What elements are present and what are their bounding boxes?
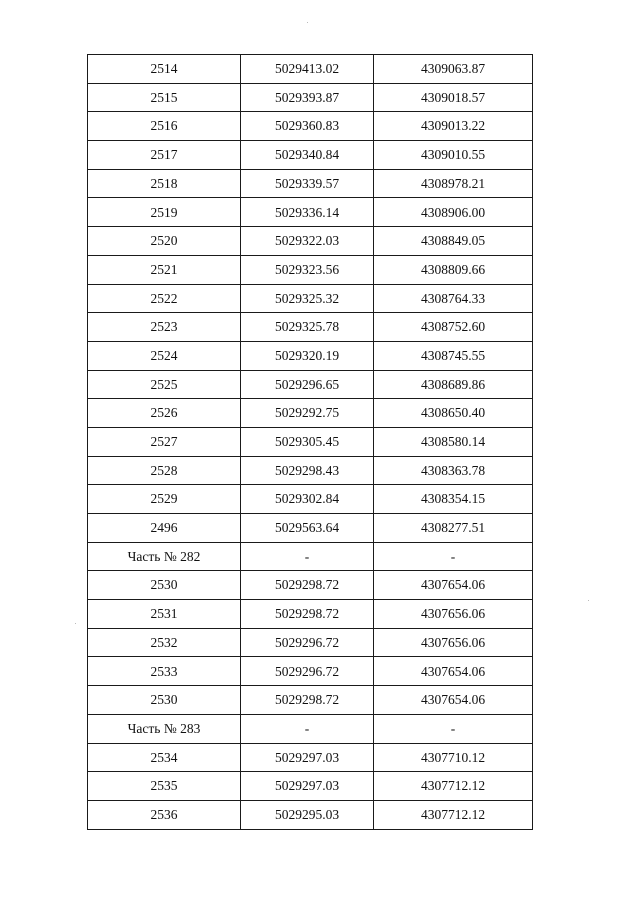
point-number-cell: 2517 <box>88 141 241 170</box>
x-coordinate-cell: 5029302.84 <box>241 485 374 514</box>
x-coordinate-cell: 5029298.43 <box>241 456 374 485</box>
table-row <box>88 341 533 370</box>
y-coordinate-cell: 4308809.66 <box>374 255 533 284</box>
point-number-cell: 2528 <box>88 456 241 485</box>
y-coordinate-cell: 4309063.87 <box>374 55 533 84</box>
x-coordinate-cell: 5029393.87 <box>241 83 374 112</box>
table-row <box>88 485 533 514</box>
table-row <box>88 399 533 428</box>
table-row <box>88 284 533 313</box>
y-coordinate-cell: 4308745.55 <box>374 341 533 370</box>
y-coordinate-cell: 4308580.14 <box>374 427 533 456</box>
x-coordinate-cell: 5029325.78 <box>241 313 374 342</box>
table-row <box>88 198 533 227</box>
y-coordinate-cell: 4307654.06 <box>374 686 533 715</box>
point-number-cell: Часть № 283 <box>88 714 241 743</box>
x-coordinate-cell: 5029297.03 <box>241 743 374 772</box>
table-row <box>88 800 533 829</box>
point-number-cell: 2523 <box>88 313 241 342</box>
point-number-cell: 2520 <box>88 227 241 256</box>
table-row <box>88 55 533 84</box>
table-row <box>88 514 533 543</box>
x-coordinate-cell: 5029320.19 <box>241 341 374 370</box>
point-number-cell: 2514 <box>88 55 241 84</box>
table-row <box>88 542 533 571</box>
y-coordinate-cell: 4308650.40 <box>374 399 533 428</box>
x-coordinate-cell: 5029305.45 <box>241 427 374 456</box>
x-coordinate-cell: 5029296.65 <box>241 370 374 399</box>
table-row <box>88 571 533 600</box>
y-coordinate-cell: 4307656.06 <box>374 600 533 629</box>
y-coordinate-cell: 4308689.86 <box>374 370 533 399</box>
x-coordinate-cell: 5029339.57 <box>241 169 374 198</box>
table-row <box>88 456 533 485</box>
scan-speck <box>588 600 589 601</box>
x-coordinate-cell: 5029336.14 <box>241 198 374 227</box>
point-number-cell: 2531 <box>88 600 241 629</box>
table-row <box>88 112 533 141</box>
table-row <box>88 714 533 743</box>
table-row <box>88 772 533 801</box>
x-coordinate-cell: 5029295.03 <box>241 800 374 829</box>
x-coordinate-cell: 5029297.03 <box>241 772 374 801</box>
point-number-cell: 2527 <box>88 427 241 456</box>
x-coordinate-cell: 5029292.75 <box>241 399 374 428</box>
x-coordinate-cell: 5029413.02 <box>241 55 374 84</box>
y-coordinate-cell: 4308363.78 <box>374 456 533 485</box>
point-number-cell: 2515 <box>88 83 241 112</box>
y-coordinate-cell: 4308354.15 <box>374 485 533 514</box>
y-coordinate-cell: 4308277.51 <box>374 514 533 543</box>
x-coordinate-cell: 5029325.32 <box>241 284 374 313</box>
y-coordinate-cell: 4307712.12 <box>374 800 533 829</box>
x-coordinate-cell: 5029298.72 <box>241 571 374 600</box>
point-number-cell: 2535 <box>88 772 241 801</box>
y-coordinate-cell: 4308906.00 <box>374 198 533 227</box>
table-row <box>88 83 533 112</box>
x-coordinate-cell: 5029360.83 <box>241 112 374 141</box>
x-coordinate-cell: 5029322.03 <box>241 227 374 256</box>
y-coordinate-cell: 4309013.22 <box>374 112 533 141</box>
table-row <box>88 628 533 657</box>
x-coordinate-cell: 5029296.72 <box>241 657 374 686</box>
table-row <box>88 255 533 284</box>
x-coordinate-cell: 5029298.72 <box>241 686 374 715</box>
y-coordinate-cell: 4307654.06 <box>374 657 533 686</box>
table-row <box>88 657 533 686</box>
y-coordinate-cell: 4308752.60 <box>374 313 533 342</box>
point-number-cell: 2525 <box>88 370 241 399</box>
y-coordinate-cell: 4307654.06 <box>374 571 533 600</box>
point-number-cell: Часть № 282 <box>88 542 241 571</box>
x-coordinate-cell: 5029296.72 <box>241 628 374 657</box>
point-number-cell: 2522 <box>88 284 241 313</box>
point-number-cell: 2519 <box>88 198 241 227</box>
point-number-cell: 2536 <box>88 800 241 829</box>
point-number-cell: 2532 <box>88 628 241 657</box>
point-number-cell: 2521 <box>88 255 241 284</box>
point-number-cell: 2530 <box>88 686 241 715</box>
point-number-cell: 2529 <box>88 485 241 514</box>
table-row <box>88 686 533 715</box>
point-number-cell: 2518 <box>88 169 241 198</box>
coordinates-table-body <box>88 55 533 830</box>
scan-speck <box>75 623 76 624</box>
y-coordinate-cell: 4308849.05 <box>374 227 533 256</box>
table-row <box>88 141 533 170</box>
table-row <box>88 427 533 456</box>
table-row <box>88 370 533 399</box>
table-row <box>88 600 533 629</box>
coordinates-table <box>87 54 533 830</box>
table-row <box>88 169 533 198</box>
scan-speck <box>307 22 308 23</box>
table-row <box>88 227 533 256</box>
point-number-cell: 2524 <box>88 341 241 370</box>
point-number-cell: 2533 <box>88 657 241 686</box>
y-coordinate-cell: 4308978.21 <box>374 169 533 198</box>
table-row <box>88 743 533 772</box>
y-coordinate-cell: 4307710.12 <box>374 743 533 772</box>
x-coordinate-cell: 5029298.72 <box>241 600 374 629</box>
y-coordinate-cell: - <box>374 714 533 743</box>
x-coordinate-cell: - <box>241 714 374 743</box>
y-coordinate-cell: - <box>374 542 533 571</box>
point-number-cell: 2534 <box>88 743 241 772</box>
x-coordinate-cell: 5029563.64 <box>241 514 374 543</box>
y-coordinate-cell: 4309010.55 <box>374 141 533 170</box>
y-coordinate-cell: 4309018.57 <box>374 83 533 112</box>
point-number-cell: 2496 <box>88 514 241 543</box>
y-coordinate-cell: 4308764.33 <box>374 284 533 313</box>
point-number-cell: 2516 <box>88 112 241 141</box>
x-coordinate-cell: - <box>241 542 374 571</box>
y-coordinate-cell: 4307656.06 <box>374 628 533 657</box>
point-number-cell: 2526 <box>88 399 241 428</box>
x-coordinate-cell: 5029340.84 <box>241 141 374 170</box>
y-coordinate-cell: 4307712.12 <box>374 772 533 801</box>
point-number-cell: 2530 <box>88 571 241 600</box>
table-row <box>88 313 533 342</box>
x-coordinate-cell: 5029323.56 <box>241 255 374 284</box>
